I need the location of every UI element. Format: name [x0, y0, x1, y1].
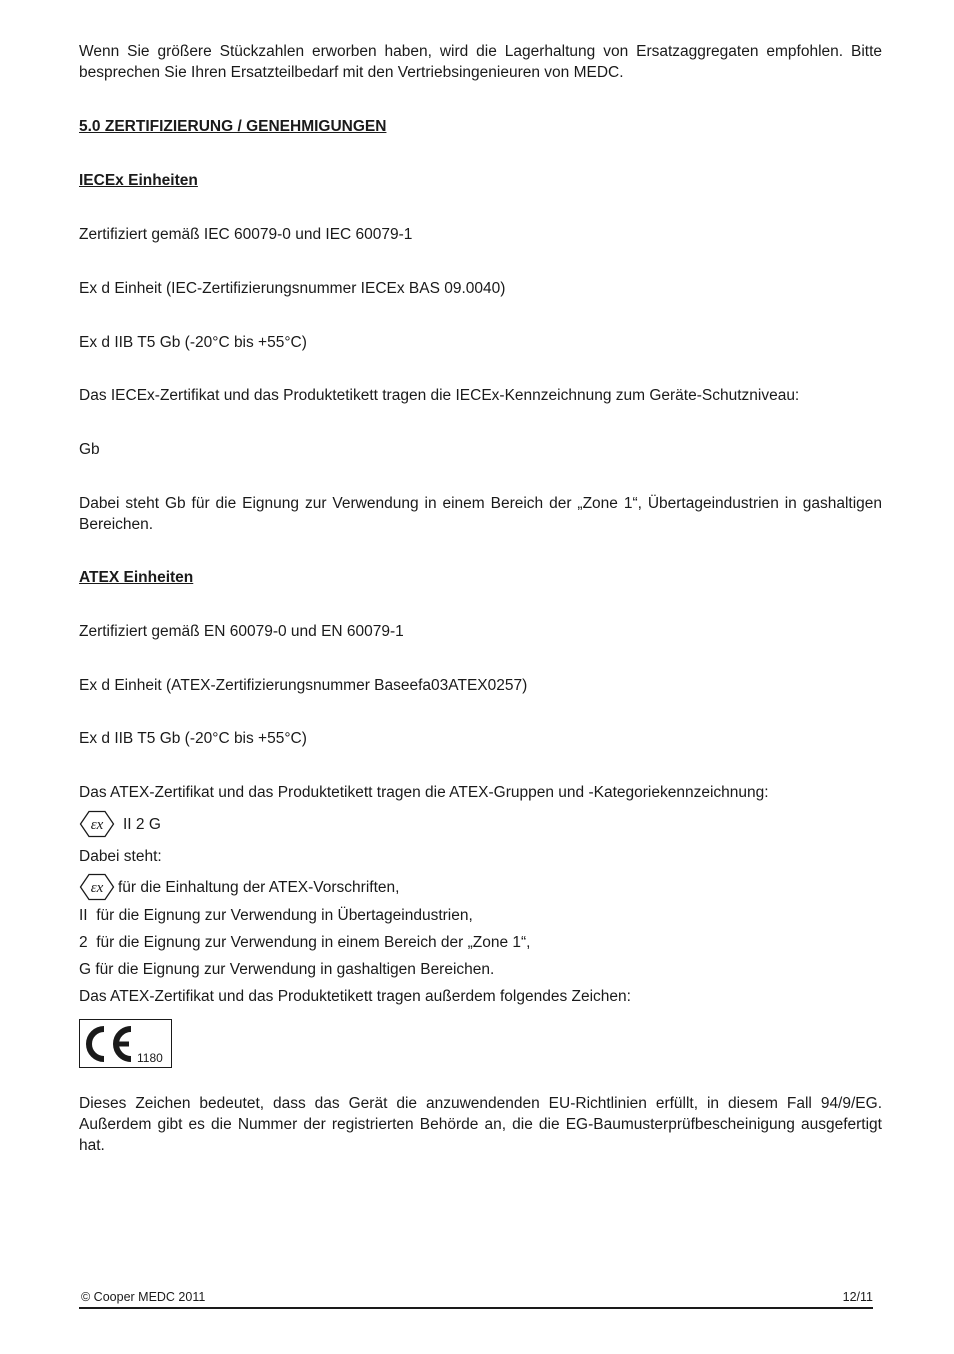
atex-category-row	[79, 810, 161, 838]
atex-certified-text: Zertifiziert gemäß EN 60079-0 und EN 60079-1	[79, 623, 404, 640]
atex-meaning-ii: II für die Eignung zur Verwendung in Übertageindustrien,	[79, 907, 473, 924]
atex-also-text: Das ATEX-Zertifikat und das Produktetikett tragen außerdem folgendes Zeichen:	[79, 988, 631, 1005]
atex-meaning-2: 2 für die Eignung zur Verwendung in einem Bereich der „Zone 1“,	[79, 934, 531, 951]
iecex-marking-text: Ex d IIB T5 Gb (-20°C bis +55°C)	[79, 334, 307, 351]
iecex-explanation: Dabei steht Gb für die Eignung zur Verwendung in einem Bereich der „Zone 1“, Übertageindustrien in gashaltigen Bereichen.	[79, 495, 882, 533]
atex-label-text: Das ATEX-Zertifikat und das Produktetikett tragen die ATEX-Gruppen und -Kategoriekennzeichnung:	[79, 784, 769, 801]
ce-notified-body-number: 1180	[137, 1051, 163, 1065]
svg-text:εx: εx	[90, 817, 104, 833]
svg-text:εx: εx	[90, 880, 104, 896]
iecex-label-text: Das IECEx-Zertifikat und das Produktetikett tragen die IECEx-Kennzeichnung zum Geräte-Schutzniveau:	[79, 387, 800, 404]
footer-page-number: 12/11	[842, 1290, 873, 1304]
atex-meaning-g: G für die Eignung zur Verwendung in gashaltigen Bereichen.	[79, 961, 495, 978]
atex-unit-text: Ex d Einheit (ATEX-Zertifizierungsnummer Baseefa03ATEX0257)	[79, 677, 528, 694]
atex-dabei-text: Dabei steht:	[79, 848, 162, 865]
section-heading: 5.0 ZERTIFIZIERUNG / GENEHMIGUNGEN	[79, 118, 387, 135]
atex-heading: ATEX Einheiten	[79, 569, 194, 586]
ex-hexagon-icon	[79, 873, 115, 901]
atex-category-text: II 2 G	[123, 815, 161, 833]
iecex-heading: IECEx Einheiten	[79, 172, 198, 189]
footer-divider	[79, 1307, 873, 1309]
ex-hexagon-icon	[79, 810, 115, 838]
atex-marking-text: Ex d IIB T5 Gb (-20°C bis +55°C)	[79, 730, 307, 747]
footer-copyright: © Cooper MEDC 2011	[81, 1290, 206, 1304]
atex-meaning-ex-row	[79, 873, 399, 901]
atex-closing-paragraph: Dieses Zeichen bedeutet, dass das Gerät die anzuwendenden EU-Richtlinien erfüllt, in diesem Fall 94/9/EG. Außerdem gibt es die Nummer der registrierten Behörde an, die die EG-Baumusterprüfbescheinigung ausgefertigt hat.	[79, 1095, 882, 1154]
ce-logo-icon	[83, 1025, 135, 1063]
intro-paragraph: Wenn Sie größere Stückzahlen erworben haben, wird die Lagerhaltung von Ersatzaggregaten empfohlen. Bitte besprechen Sie Ihren Ersatzteilbedarf mit den Vertriebsingenieuren von MEDC.	[79, 43, 882, 81]
iecex-epl-text: Gb	[79, 441, 100, 458]
iecex-certified-text: Zertifiziert gemäß IEC 60079-0 und IEC 60079-1	[79, 226, 413, 243]
iecex-unit-text: Ex d Einheit (IEC-Zertifizierungsnummer IECEx BAS 09.0040)	[79, 280, 506, 297]
ce-mark	[79, 1019, 172, 1068]
atex-meaning-ex-text: für die Einhaltung der ATEX-Vorschriften,	[118, 878, 400, 896]
